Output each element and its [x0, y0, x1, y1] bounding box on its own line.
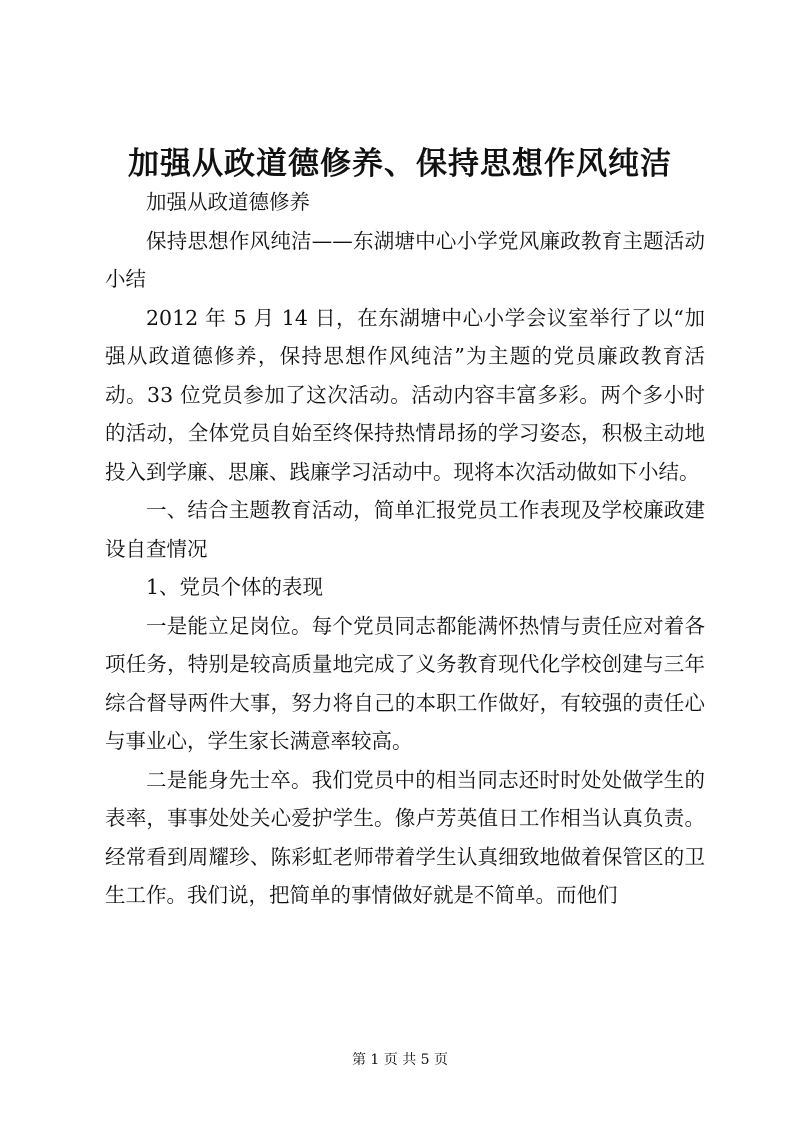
page-footer: 第 1 页 共 5 页	[351, 1052, 449, 1068]
paragraph-subsection-one: 1、党员个体的表现	[146, 575, 324, 599]
paragraph-subtitle: 加强从政道德修养	[146, 190, 310, 214]
paragraph-section-one: 一、结合主题教育活动，简单汇报党员工作表现及学校廉政建设自查情况	[105, 498, 705, 561]
paragraph-intro: 2012 年 5 月 14 日，在东湖塘中心小学会议室举行了以“加强从政道德修养，保持思想作风纯洁”为主题的党员廉政教育活动。33 位党员参加了这次活动。活动内容丰富多彩。两个多小时的活动，全体党员自始至终保持热情昂扬的学习姿态，积极主动地投入到学廉、思廉、践廉学习活动中。现将本次活动做如下小结。	[105, 305, 705, 484]
document-title: 加强从政道德修养、保持思想作风纯洁	[128, 146, 672, 182]
paragraph-point-two: 二是能身先士卒。我们党员中的相当同志还时时处处做学生的表率，事事处处关心爱护学生。像卢芳英值日工作相当认真负责。经常看到周耀珍、陈彩虹老师带着学生认真细致地做着保管区的卫生工作。我们说，把简单的事情做好就是不简单。而他们	[105, 767, 705, 907]
paragraph-heading: 保持思想作风纯洁——东湖塘中心小学党风廉政教育主题活动小结	[105, 228, 705, 291]
document-body	[105, 183, 705, 915]
paragraph-point-one: 一是能立足岗位。每个党员同志都能满怀热情与责任应对着各项任务，特别是较高质量地完成了义务教育现代化学校创建与三年综合督导两件大事，努力将自己的本职工作做好，有较强的责任心与事业心，学生家长满意率较高。	[105, 613, 705, 753]
